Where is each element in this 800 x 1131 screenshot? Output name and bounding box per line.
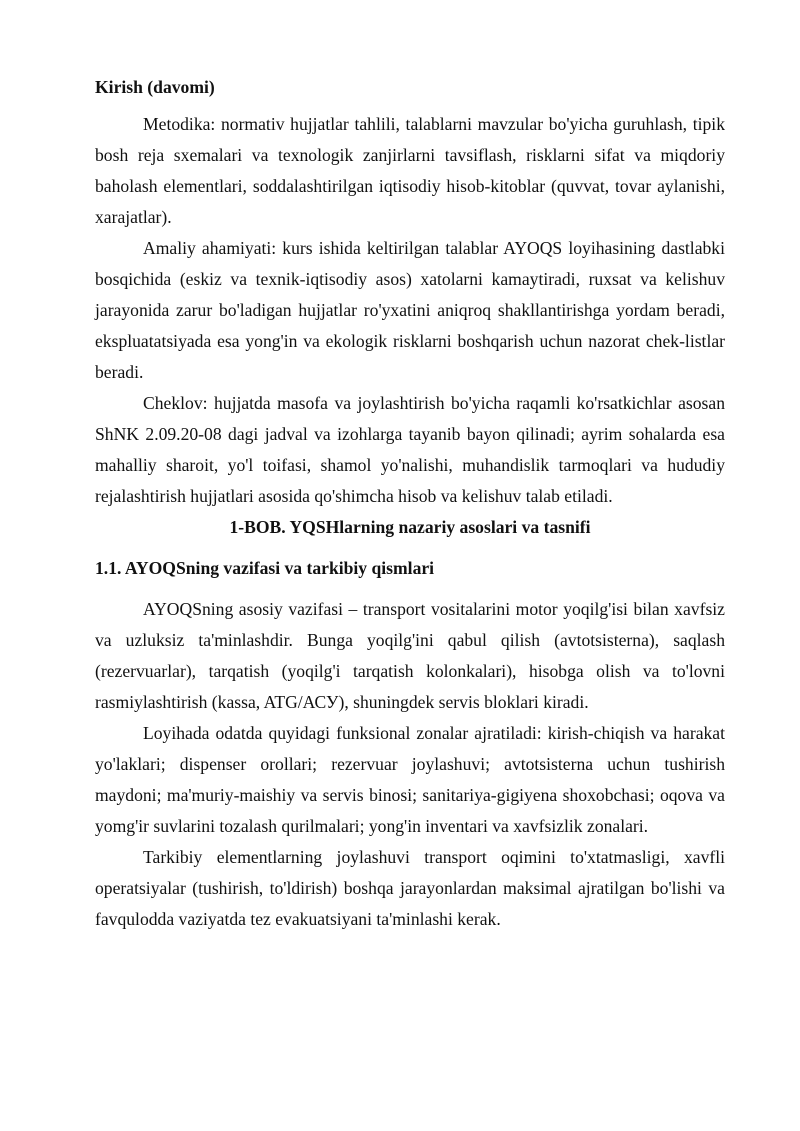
main-purpose-paragraph: AYOQSning asosiy vazifasi – transport vositalarini motor yoqilg'isi bilan xavfsiz va uzluksiz ta'minlashdir. Bunga yoqilg'ini qabul qilish (avtotsisterna), saqlash (rezervuarlar), tarqatish (yoqilg'i tarqatish kolonkalari), hisobga olish va to'lovni rasmiylashtirish (kassa, ATG/АСУ), shuningdek servis bloklari kiradi.: [95, 599, 725, 712]
layout-requirements-paragraph: Tarkibiy elementlarning joylashuvi transport oqimini to'xtatmasligi, xavfli operatsiyalar (tushirish, to'ldirish) boshqa jarayonlardan maksimal ajratilgan bo'lishi va favqulodda vaziyatda tez evakuatsiyani ta'minlashi kerak.: [95, 847, 725, 929]
functional-zones-paragraph: Loyihada odatda quyidagi funksional zonalar ajratiladi: kirish-chiqish va harakat yo'laklari; dispenser orollari; rezervuar joylashuvi; avtotsisterna uchun tushirish maydoni; ma'muriy-maishiy va servis binosi; sanitariya-gigiyena shoxobchasi; oqova va yomg'ir suvlarini tozalash qurilmalari; yong'in inventari va xavfsizlik zonalari.: [95, 723, 725, 836]
methodology-paragraph: Metodika: normativ hujjatlar tahlili, talablarni mavzular bo'yicha guruhlash, tipik bosh reja sxemalari va texnologik zanjirlarni tavsiflash, risklarni sifat va miqdoriy baholash elementlari, soddalashtirilgan iqtisodiy hisob-kitoblar (quvvat, tovar aylanishi, xarajatlar).: [95, 114, 725, 227]
section-title: 1.1. AYOQSning vazifasi va tarkibiy qismlari: [95, 558, 435, 578]
document-page: [95, 72, 725, 935]
practical-significance-paragraph: Amaliy ahamiyati: kurs ishida keltirilgan talablar AYOQS loyihasining dastlabki bosqichida (eskiz va texnik-iqtisodiy asos) xatolarni kamaytiradi, ruxsat va kelishuv jarayonida zarur bo'ladigan hujjatlar ro'yxatini aniqroq shakllantirishga yordam beradi, ekspluatatsiyada esa yong'in va ekologik risklarni boshqarish uchun nazorat chek-listlar beradi.: [95, 238, 725, 382]
limitation-paragraph: Cheklov: hujjatda masofa va joylashtirish bo'yicha raqamli ko'rsatkichlar asosan ShNK 2.09.20-08 dagi jadval va izohlarga tayanib bayon qilinadi; ayrim sohalarda esa mahalliy sharoit, yo'l toifasi, shamol yo'nalishi, muhandislik tarmoqlari va hududiy rejalashtirish hujjatlari asosida qo'shimcha hisob va kelishuv talab etiladi.: [95, 393, 725, 506]
intro-heading: Kirish (davomi): [95, 77, 215, 97]
chapter-title: 1-BOB. YQSHlarning nazariy asoslari va tasnifi: [229, 517, 591, 537]
